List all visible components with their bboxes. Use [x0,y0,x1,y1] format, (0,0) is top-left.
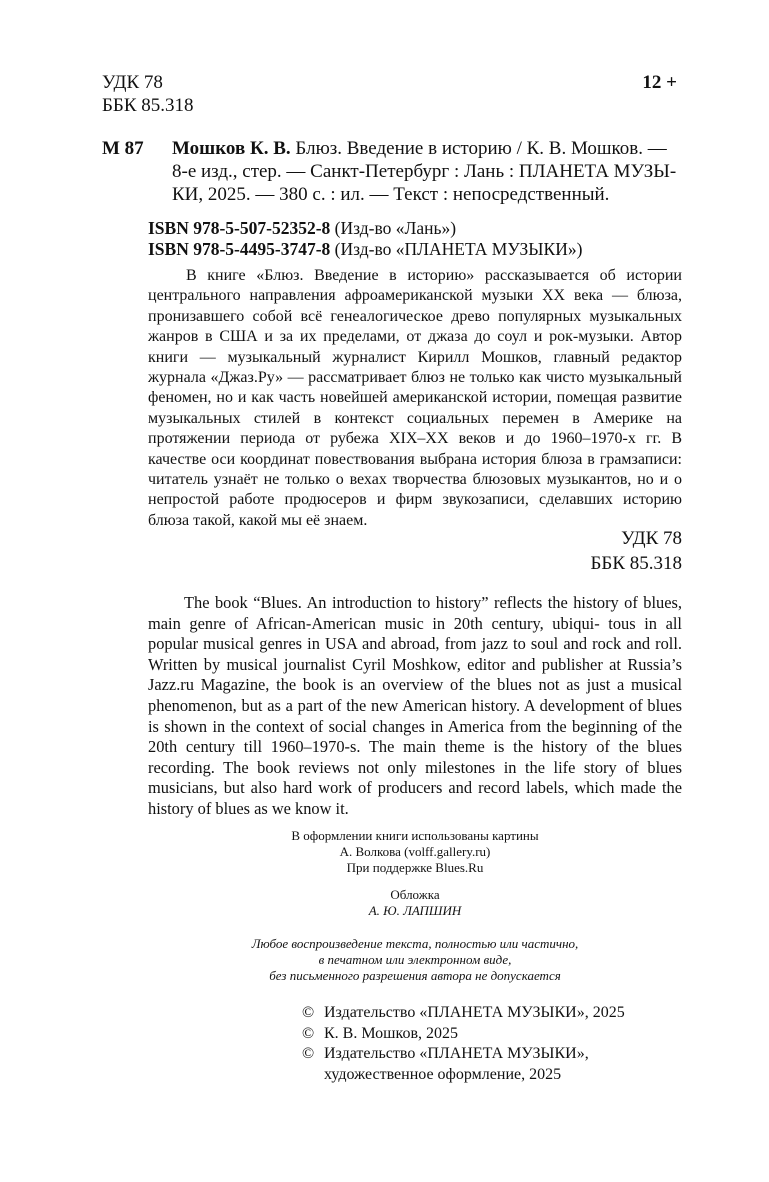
rights-line: Любое воспроизведение текста, полностью или частично, [251,936,579,951]
copyright-block [302,1003,625,1085]
copyright-text: Издательство «ПЛАНЕТА МУЗЫКИ», [324,1045,589,1062]
isbn-block [148,218,582,260]
bib-line-3: КИ, 2025. — 380 с. : ил. — Текст : непосредственный. [172,184,610,205]
header-udk: УДК 78 [102,72,163,93]
bibliographic-record [172,137,682,206]
copyright-icon: © [302,1004,315,1021]
annotation-english: The book “Blues. An introduction to history” reflects the history of blues, main genre of African-American music in 20th century, ubiqui- tous in all popular musical genres in USA and abroad, from jazz to soul and rock and roll. Written by musical journalist Cyril Moshkow, editor and publisher at Russia’s Jazz.ru Magazine, the book is an overview of the blues not as just a musical phenomenon, but as a part of the new American history. A development of blues is shown in the context of social changes in America from the beginning of the 20th century till 1960–1970-s. The main theme is the history of the blues recording. The book reviews not only milestones in the life story of blues musicians, but also hard work of producers and record labels, which made the history of blues as we know it. [148,593,682,818]
copyright-line [302,1024,625,1045]
isbn-number: ISBN 978-5-4495-3747-8 [148,239,331,259]
cover-label: Обложка [390,887,440,902]
header-bbk: ББК 85.318 [102,95,194,116]
bib-line-2: 8-е изд., стер. — Санкт-Петербург : Лань : ПЛАНЕТА МУЗЫ- [172,161,677,182]
copyright-icon: © [302,1024,315,1042]
copyright-text: К. В. Мошков, 2025 [324,1024,459,1042]
copyright-line [302,1065,625,1086]
author-mark: М 87 [102,138,144,159]
copyright-line [302,1003,625,1024]
isbn-publisher: (Изд-во «ПЛАНЕТА МУЗЫКИ») [330,239,583,259]
age-rating: 12 + [642,72,677,93]
illustration-credits [200,828,630,876]
isbn-line [148,239,582,260]
rights-notice [200,936,630,984]
cover-credits [200,887,630,919]
art-credit-line: В оформлении книги использованы картины [291,828,539,843]
copyright-line [302,1044,625,1065]
cover-author: А. Ю. ЛАПШИН [368,903,462,918]
rights-line: без письменного разрешения автора не допускается [269,968,561,983]
copyright-text: Издательство «ПЛАНЕТА МУЗЫКИ», 2025 [324,1004,625,1021]
copyright-text: художественное оформление, 2025 [324,1065,562,1083]
bib-author: Мошков К. В. [172,138,291,159]
rights-line: в печатном или электронном виде, [318,952,512,967]
classification-bbk: ББК 85.318 [590,553,682,574]
annotation-russian: В книге «Блюз. Введение в историю» рассказывается об истории центрального направления афроамериканской музыки XX века — блюза, пронизавшего собой всё генеалогическое древо популярных музыкальных жанров в США и за их пределами, от джаза до соул и рок-музыки. Автор книги — музыкальный журналист Кирилл Мошков, главный редактор журнала «Джаз.Ру» — рассматривает блюз не только как чисто музыкальный феномен, но и как часть новейшей американской истории, помещая развитие музыкальных стилей в контекст социальных перемен в Америке на протяжении периода от рубежа XIX–XX веков и до 1960–1970-х гг. В качестве оси координат повествования выбрана история блюза в грамзаписи: читатель узнаёт не только о вехах творчества блюзовых музыкантов, но и о непростой работе продюсеров и фирм звукозаписи, сделавших историю блюза такой, какой мы её знаем. [148,267,682,529]
classification-udk: УДК 78 [621,528,682,549]
bib-title: Блюз. Введение в историю / К. В. Мошков. — [290,138,667,159]
isbn-line [148,218,582,239]
art-credit-line: А. Волкова (volff.gallery.ru) [339,844,491,859]
bib-line-1 [172,137,682,160]
copyright-icon: © [302,1045,315,1062]
isbn-number: ISBN 978-5-507-52352-8 [148,218,331,238]
classification-right [591,526,683,576]
header-classification [102,71,194,117]
support-credit: При поддержке Blues.Ru [346,860,484,875]
isbn-publisher: (Изд-во «Лань») [330,218,457,238]
